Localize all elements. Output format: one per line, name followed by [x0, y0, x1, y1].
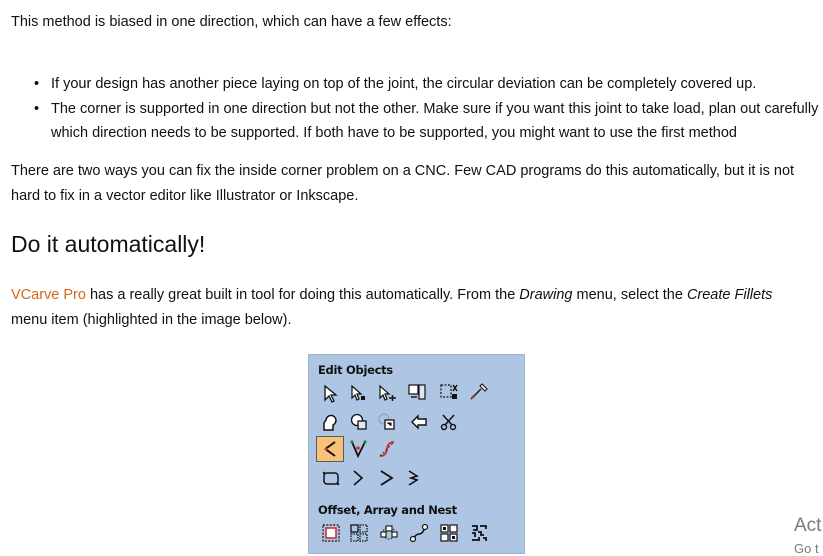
list-item: [11, 72, 823, 97]
effects-list: [11, 72, 823, 146]
subtract-icon: [347, 411, 371, 433]
extend-icon: [319, 467, 343, 489]
node-edit-icon: [347, 383, 371, 405]
bullet-glyph: •: [34, 76, 40, 92]
nest-icon: [377, 522, 401, 544]
vcarve-paragraph: [11, 283, 791, 332]
offset-icon: [319, 522, 343, 544]
transform-icon: [375, 383, 399, 405]
fillet-icon: [316, 436, 344, 462]
create-fillets-name: Create Fillets: [686, 287, 773, 303]
trim-icon: [347, 467, 371, 489]
activation-watermark-title: Act: [794, 515, 822, 536]
grid-icon: [437, 522, 461, 544]
vcarve-text-3: menu item (highlighted in the image below).: [11, 311, 292, 328]
offset-array-nest-label: Offset, Array and Nest: [318, 503, 457, 517]
intro-paragraph: This method is biased in one direction, which can have a few effects:: [11, 14, 452, 30]
vcarve-text-1: has a really great built in tool for doing this automatically. From the: [85, 287, 520, 303]
interactive-icon: [437, 381, 461, 403]
array-icon: [347, 522, 371, 544]
bullet-glyph: •: [34, 100, 40, 117]
section-heading: Do it automatically!: [11, 231, 206, 257]
activation-watermark-subtitle: Go t: [794, 541, 819, 556]
smooth-icon: [375, 438, 399, 460]
join-icon: [407, 411, 431, 433]
list-item-text: The corner is supported in one direction but not the other. Make sure if you want this joint to take load, plan out carefully which direction needs to be supported. If both have to be supported, you might want to use the first method: [51, 100, 819, 141]
list-item-text: If your design has another piece laying on top of the joint, the circular deviation can be completely covered up.: [51, 76, 757, 92]
tile-icon: [407, 522, 431, 544]
vcarve-pro-link[interactable]: VCarve Pro: [11, 287, 86, 303]
align-icon: [405, 381, 429, 403]
break-icon: [375, 467, 399, 489]
measure-icon: [467, 381, 491, 403]
vcarve-text-2: menu, select the: [572, 287, 687, 303]
intersect-icon: [375, 411, 399, 433]
weld-icon: [319, 411, 343, 433]
drawing-menu-name: Drawing: [519, 287, 573, 303]
list-item: [11, 97, 823, 146]
edit-objects-label: Edit Objects: [318, 363, 393, 377]
select-icon: [319, 383, 343, 405]
qr-icon: [467, 522, 491, 544]
double-arrow-icon: [403, 467, 427, 489]
fix-paragraph: There are two ways you can fix the inside corner problem on a CNC. Few CAD programs do this automatically, but it is not hard to fix in a vector editor like Illustrator or Inkscape.: [11, 163, 795, 204]
dogbone-icon: [347, 438, 371, 460]
vcarve-toolbar-image: [308, 354, 525, 554]
scissors-icon: [437, 411, 461, 433]
